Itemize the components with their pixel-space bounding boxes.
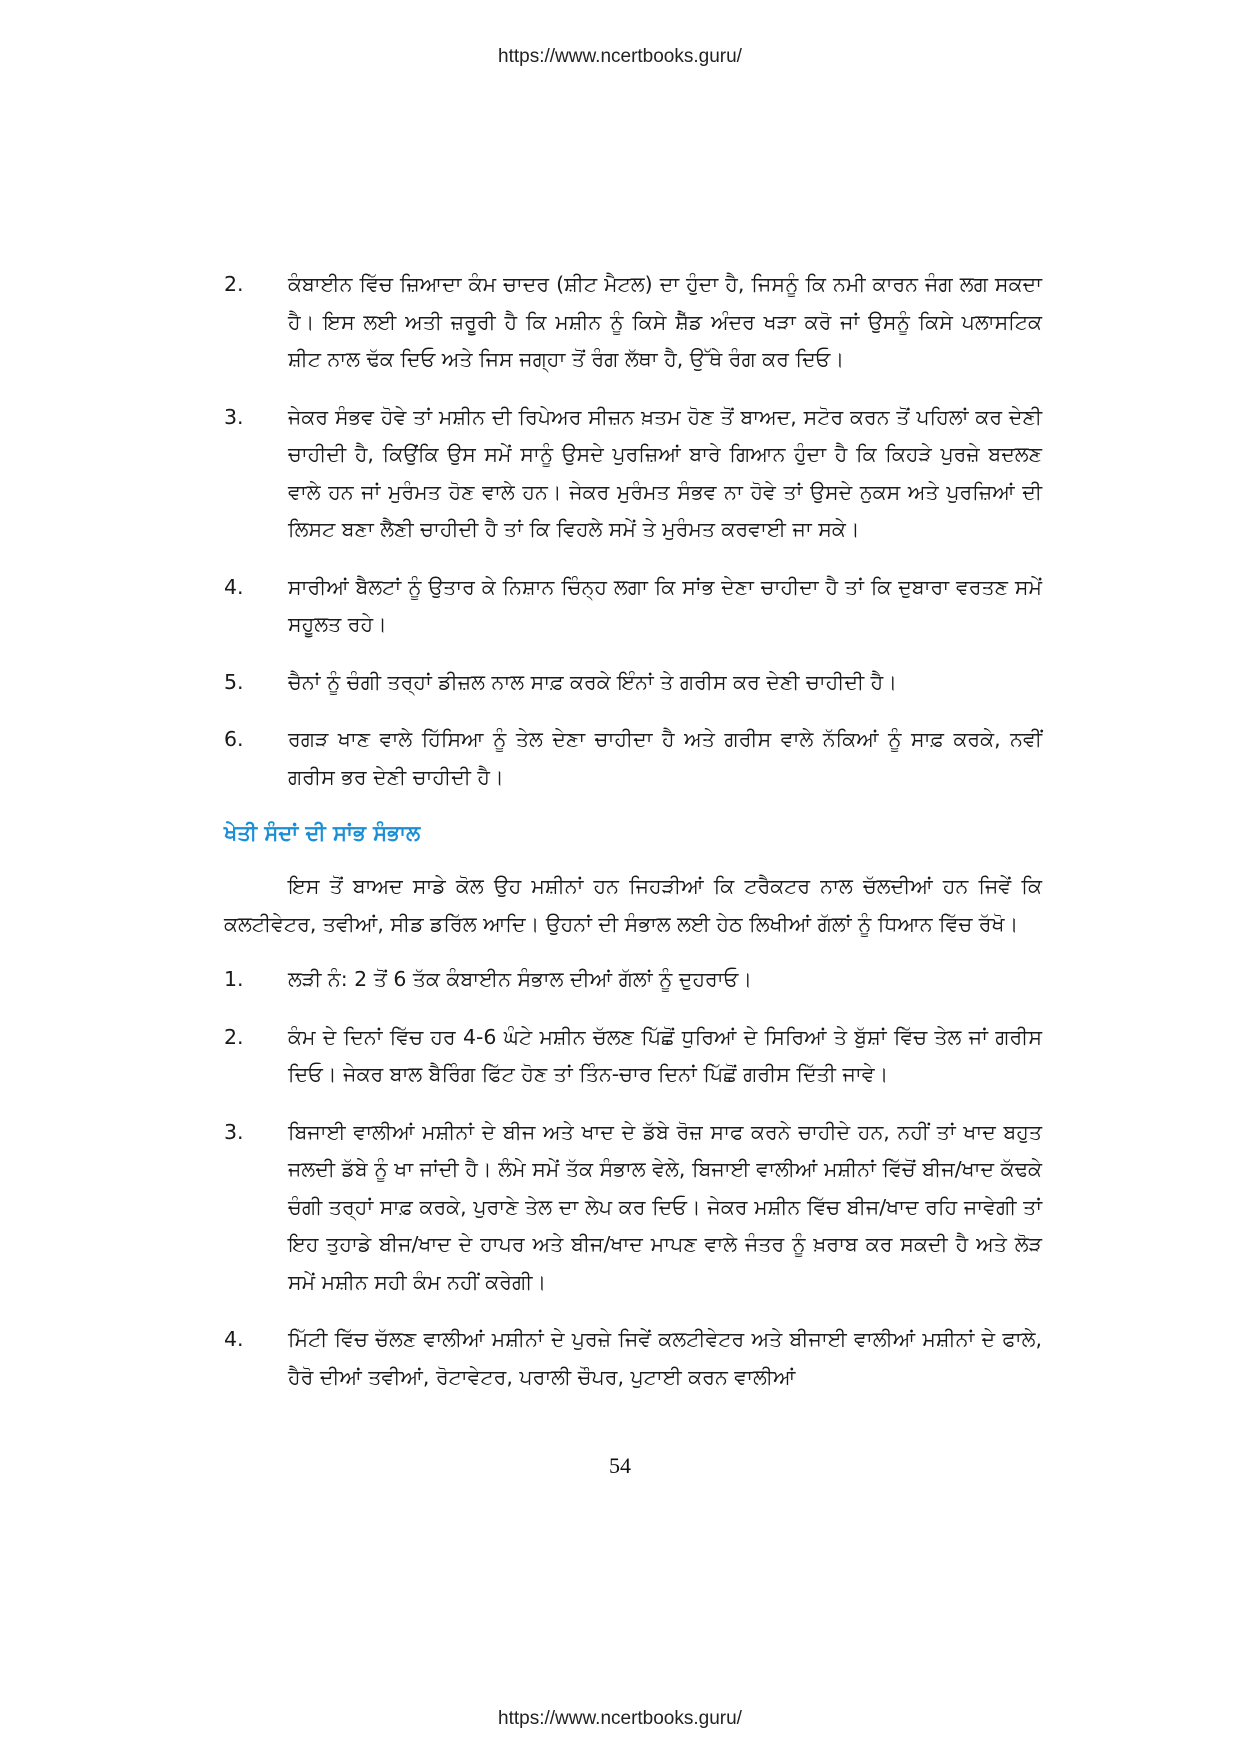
list-item-text: ਲੜੀ ਨੰ: 2 ਤੋਂ 6 ਤੱਕ ਕੰਬਾਈਨ ਸੰਭਾਲ ਦੀਆਂ ਗੱਲਾਂ ਨੂੰ ਦੁਹਰਾਓ। [288, 967, 753, 991]
list-item-text: ਕੰਬਾਈਨ ਵਿੱਚ ਜ਼ਿਆਦਾ ਕੰਮ ਚਾਦਰ (ਸ਼ੀਟ ਮੈਟਲ) ਦਾ ਹੁੰਦਾ ਹੈ, ਜਿਸਨੂੰ ਕਿ ਨਮੀ ਕਾਰਨ ਜੰਗ ਲਗ ਸਕਦਾ ਹੈ। ਇਸ ਲਈ ਅਤੀ ਜ਼ਰੂਰੀ ਹੈ ਕਿ ਮਸ਼ੀਨ ਨੂੰ ਕਿਸੇ ਸ਼ੈੱਡ ਅੰਦਰ ਖੜਾ ਕਰੋ ਜਾਂ ਉਸਨੂੰ ਕਿਸੇ ਪਲਾਸਟਿਕ ਸ਼ੀਟ ਨਾਲ ਢੱਕ ਦਿਓ ਅਤੇ ਜਿਸ ਜਗ੍ਹਾ ਤੋਂ ਰੰਗ ਲੱਥਾ ਹੈ, ਉੱਥੇ ਰੰਗ ਕਰ ਦਿਓ। [288, 272, 1042, 371]
list-item [224, 1321, 1042, 1396]
section-intro-paragraph: ਇਸ ਤੋਂ ਬਾਅਦ ਸਾਡੇ ਕੋਲ ਉਹ ਮਸ਼ੀਨਾਂ ਹਨ ਜਿਹੜੀਆਂ ਕਿ ਟਰੈਕਟਰ ਨਾਲ ਚੱਲਦੀਆਂ ਹਨ ਜਿਵੇਂ ਕਿ ਕਲਟੀਵੇਟਰ, ਤਵੀਆਂ, ਸੀਡ ਡਰਿੱਲ ਆਦਿ। ਉਹਨਾਂ ਦੀ ਸੰਭਾਲ ਲਈ ਹੇਠ ਲਿਖੀਆਂ ਗੱਲਾਂ ਨੂੰ ਧਿਆਨ ਵਿੱਚ ਰੱਖੋ। [224, 874, 1042, 936]
list-item-text: ਰਗੜ ਖਾਣ ਵਾਲੇ ਹਿੱਸਿਆ ਨੂੰ ਤੇਲ ਦੇਣਾ ਚਾਹੀਦਾ ਹੈ ਅਤੇ ਗਰੀਸ ਵਾਲੇ ਨੱਕਿਆਂ ਨੂੰ ਸਾਫ਼ ਕਰਕੇ, ਨਵੀਂ ਗਰੀਸ ਭਰ ਦੇਣੀ ਚਾਹੀਦੀ ਹੈ। [288, 727, 1042, 789]
list-item [224, 1019, 1042, 1094]
list-item-number: 2. [224, 272, 244, 296]
section-heading: ਖੇਤੀ ਸੰਦਾਂ ਦੀ ਸਾਂਭ ਸੰਭਾਲ [224, 821, 421, 845]
list-item-text: ਜੇਕਰ ਸੰਭਵ ਹੋਵੇ ਤਾਂ ਮਸ਼ੀਨ ਦੀ ਰਿਪੇਅਰ ਸੀਜ਼ਨ ਖ਼ਤਮ ਹੋਣ ਤੋਂ ਬਾਅਦ, ਸਟੋਰ ਕਰਨ ਤੋਂ ਪਹਿਲਾਂ ਕਰ ਦੇਣੀ ਚਾਹੀਦੀ ਹੈ, ਕਿਉਂਕਿ ਉਸ ਸਮੇਂ ਸਾਨੂੰ ਉਸਦੇ ਪੁਰਜ਼ਿਆਂ ਬਾਰੇ ਗਿਆਨ ਹੁੰਦਾ ਹੈ ਕਿ ਕਿਹੜੇ ਪੁਰਜ਼ੇ ਬਦਲਣ ਵਾਲੇ ਹਨ ਜਾਂ ਮੁਰੰਮਤ ਹੋਣ ਵਾਲੇ ਹਨ। ਜੇਕਰ ਮੁਰੰਮਤ ਸੰਭਵ ਨਾ ਹੋਵੇ ਤਾਂ ਉਸਦੇ ਨੁਕਸ ਅਤੇ ਪੁਰਜ਼ਿਆਂ ਦੀ ਲਿਸਟ ਬਣਾ ਲੈਣੀ ਚਾਹੀਦੀ ਹੈ ਤਾਂ ਕਿ ਵਿਹਲੇ ਸਮੇਂ ਤੇ ਮੁਰੰਮਤ ਕਰਵਾਈ ਜਾ ਸਕੇ। [288, 404, 1042, 541]
list-item-number: 4. [224, 574, 244, 599]
list-item [224, 664, 1042, 702]
list-item-text: ਸਾਰੀਆਂ ਬੈਲਟਾਂ ਨੂੰ ਉਤਾਰ ਕੇ ਨਿਸ਼ਾਨ ਚਿੰਨ੍ਹ ਲਗਾ ਕਿ ਸਾਂਭ ਦੇਣਾ ਚਾਹੀਦਾ ਹੈ ਤਾਂ ਕਿ ਦੁਬਾਰਾ ਵਰਤਣ ਸਮੇਂ ਸਹੂਲਤ ਰਹੇ। [288, 574, 1042, 636]
list-item-number: 4. [224, 1327, 244, 1351]
header-url: https://www.ncertbooks.guru/ [498, 46, 742, 67]
list-item-number: 6. [224, 727, 244, 751]
list-item [224, 721, 1042, 796]
list-item [224, 266, 1042, 379]
list-item-number: 2. [224, 1024, 244, 1049]
footer-url: https://www.ncertbooks.guru/ [498, 1708, 742, 1729]
implement-care-list [224, 961, 1042, 1396]
list-item [224, 569, 1042, 644]
page-content [224, 266, 1042, 1416]
combine-care-list [224, 266, 1042, 796]
list-item-text: ਬਿਜਾਈ ਵਾਲੀਆਂ ਮਸ਼ੀਨਾਂ ਦੇ ਬੀਜ ਅਤੇ ਖਾਦ ਦੇ ਡੱਬੇ ਰੋਜ਼ ਸਾਫ ਕਰਨੇ ਚਾਹੀਦੇ ਹਨ, ਨਹੀਂ ਤਾਂ ਖਾਦ ਬਹੁਤ ਜਲਦੀ ਡੱਬੇ ਨੂੰ ਖਾ ਜਾਂਦੀ ਹੈ। ਲੰਮੇ ਸਮੇਂ ਤੱਕ ਸੰਭਾਲ ਵੇਲੇ, ਬਿਜਾਈ ਵਾਲੀਆਂ ਮਸ਼ੀਨਾਂ ਵਿੱਚੋਂ ਬੀਜ/ਖਾਦ ਕੱਢਕੇ ਚੰਗੀ ਤਰ੍ਹਾਂ ਸਾਫ਼ ਕਰਕੇ, ਪੁਰਾਣੇ ਤੇਲ ਦਾ ਲੇਪ ਕਰ ਦਿਓ। ਜੇਕਰ ਮਸ਼ੀਨ ਵਿੱਚ ਬੀਜ/ਖਾਦ ਰਹਿ ਜਾਵੇਗੀ ਤਾਂ ਇਹ ਤੁਹਾਡੇ ਬੀਜ/ਖਾਦ ਦੇ ਹਾਪਰ ਅਤੇ ਬੀਜ/ਖਾਦ ਮਾਪਣ ਵਾਲੇ ਜੰਤਰ ਨੂੰ ਖ਼ਰਾਬ ਕਰ ਸਕਦੀ ਹੈ ਅਤੇ ਲੋੜ ਸਮੇਂ ਮਸ਼ੀਨ ਸਹੀ ਕੰਮ ਨਹੀਂ ਕਰੇਗੀ। [288, 1119, 1042, 1294]
list-item-text: ਕੰਮ ਦੇ ਦਿਨਾਂ ਵਿੱਚ ਹਰ 4-6 ਘੰਟੇ ਮਸ਼ੀਨ ਚੱਲਣ ਪਿੱਛੋਂ ਧੁਰਿਆਂ ਦੇ ਸਿਰਿਆਂ ਤੇ ਬੁੱਸ਼ਾਂ ਵਿੱਚ ਤੇਲ ਜਾਂ ਗਰੀਸ ਦਿਓ। ਜੇਕਰ ਬਾਲ ਬੈਰਿੰਗ ਫਿੱਟ ਹੋਣ ਤਾਂ ਤਿੰਨ-ਚਾਰ ਦਿਨਾਂ ਪਿੱਛੋਂ ਗਰੀਸ ਦਿੱਤੀ ਜਾਵੇ। [288, 1024, 1042, 1086]
list-item-number: 1. [224, 967, 244, 991]
list-item-text: ਮਿੱਟੀ ਵਿੱਚ ਚੱਲਣ ਵਾਲੀਆਂ ਮਸ਼ੀਨਾਂ ਦੇ ਪੁਰਜ਼ੇ ਜਿਵੇਂ ਕਲਟੀਵੇਟਰ ਅਤੇ ਬੀਜਾਈ ਵਾਲੀਆਂ ਮਸ਼ੀਨਾਂ ਦੇ ਫਾਲੇ, ਹੈਰੋ ਦੀਆਂ ਤਵੀਆਂ, ਰੋਟਾਵੇਟਰ, ਪਰਾਲੀ ਚੌਪਰ, ਪੁਟਾਈ ਕਰਨ ਵਾਲੀਆਂ [288, 1327, 1042, 1389]
list-item-number: 3. [224, 404, 244, 429]
list-item [224, 1114, 1042, 1302]
list-item-text: ਚੈਨਾਂ ਨੂੰ ਚੰਗੀ ਤਰ੍ਹਾਂ ਡੀਜ਼ਲ ਨਾਲ ਸਾਫ਼ ਕਰਕੇ ਇੰਨਾਂ ਤੇ ਗਰੀਸ ਕਰ ਦੇਣੀ ਚਾਹੀਦੀ ਹੈ। [288, 669, 898, 694]
list-item [224, 961, 1042, 999]
list-item-number: 5. [224, 669, 244, 694]
page-number: 54 [609, 1453, 631, 1478]
list-item-number: 3. [224, 1119, 244, 1144]
list-item [224, 399, 1042, 549]
